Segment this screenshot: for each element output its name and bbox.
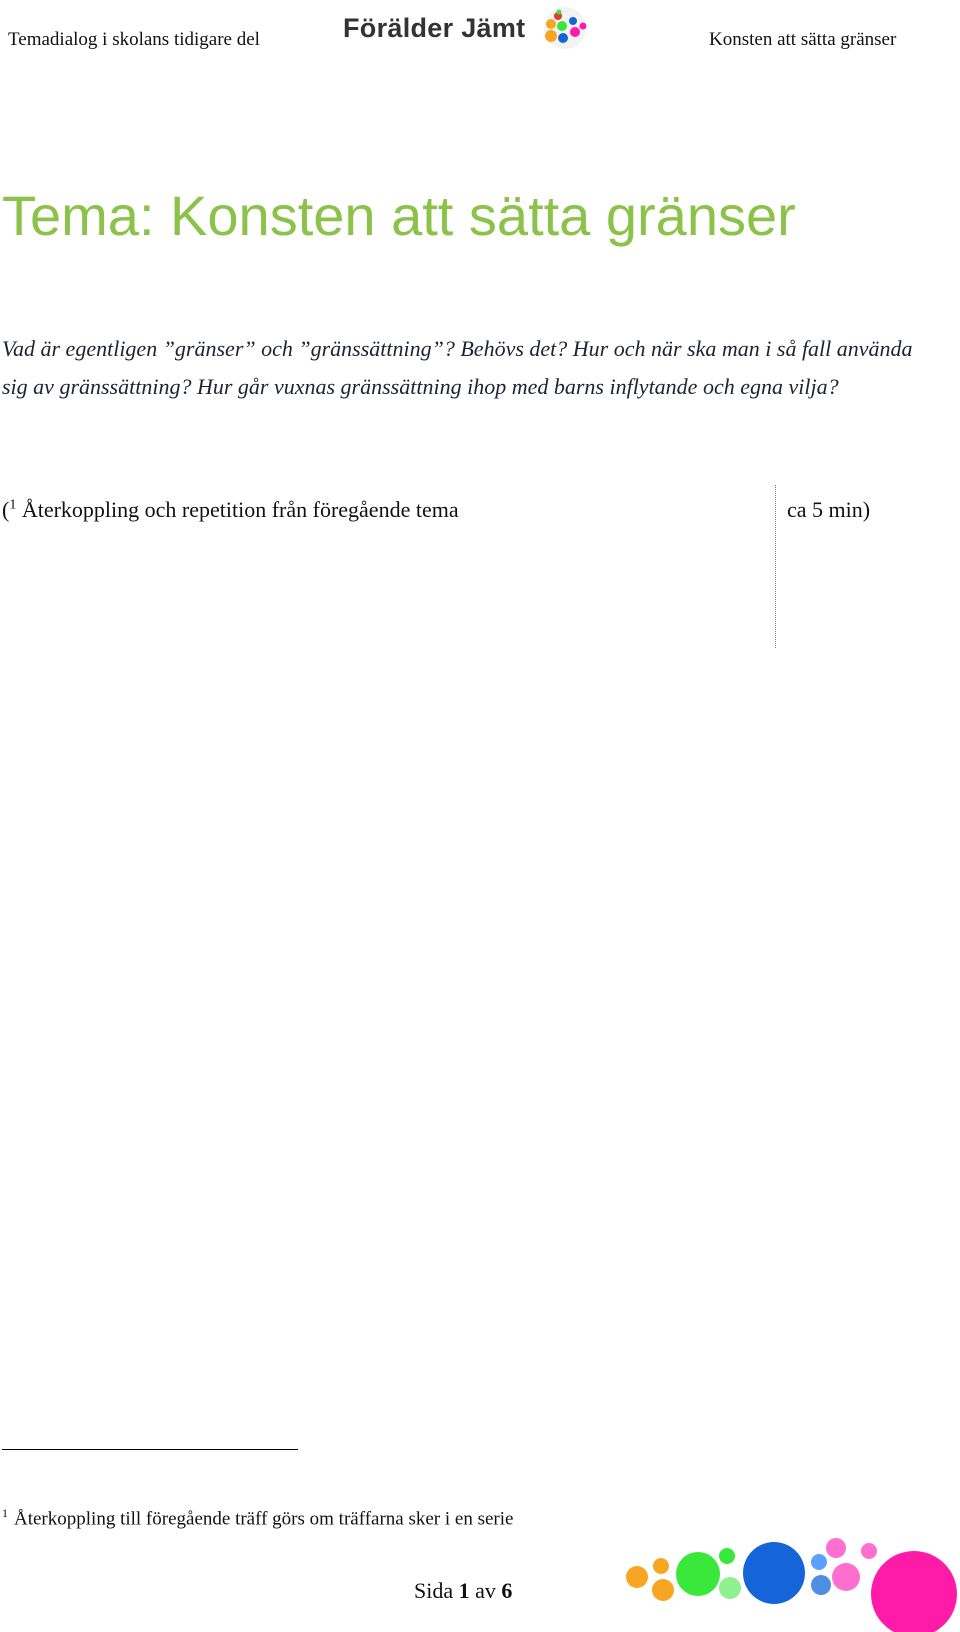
open-paren: ( [2,497,10,522]
colored-people-dots-icon [537,6,593,50]
footnote-text: Återkoppling till föregående träff görs om träffarna sker i en serie [14,1508,514,1530]
page-total: 6 [501,1578,513,1603]
footnote [2,1506,513,1530]
page-middle: av [475,1578,496,1603]
dotted-divider [775,485,776,648]
logo [343,6,593,50]
intro-paragraph: Vad är egentligen ”gränser” och ”gränssättning”? Behövs det? Hur och när ska man i så fall använda sig av gränssättning? Hur går vuxnas gränssättning ihop med barns inflytande och egna vilja? [2,336,913,399]
section-label: Återkoppling och repetition från föregående tema [21,497,459,522]
header-right-text: Konsten att sätta gränser [709,29,897,50]
page-number [414,1578,512,1604]
section-heading [2,497,459,523]
page-current: 1 [458,1578,470,1603]
page-prefix: Sida [414,1578,454,1603]
page-title: Tema: Konsten att sätta gränser [2,184,796,247]
colored-dots-decoration [624,1534,960,1632]
header-left-text: Temadialog i skolans tidigare del [8,29,260,50]
logo-text: Förälder Jämt [343,12,526,43]
footnote-ref[interactable]: 1 [9,497,17,513]
section-time: ca 5 min) [787,497,871,522]
footnote-number: 1 [2,1506,8,1520]
footnote-separator [2,1449,298,1450]
